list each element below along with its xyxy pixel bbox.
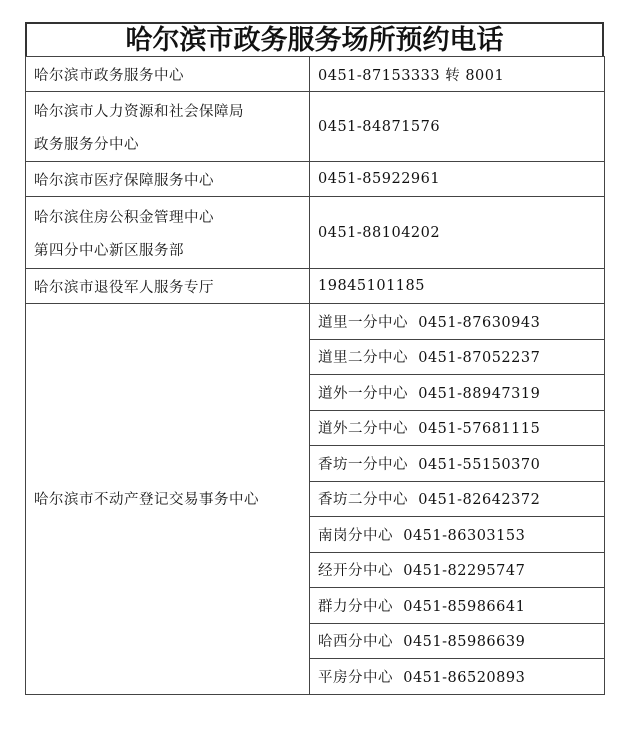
branch-cell	[310, 410, 605, 446]
org-name: 哈尔滨市退役军人服务专厅	[34, 279, 214, 296]
org-name: 哈尔滨市不动产登记交易事务中心	[34, 492, 259, 509]
table-row	[26, 92, 605, 162]
phone-number: 0451-86520893	[403, 669, 526, 686]
phone-table	[25, 56, 605, 695]
org-name: 哈尔滨住房公积金管理中心	[34, 209, 214, 226]
phone-number: 19845101185	[318, 278, 425, 294]
branch-name: 平房分中心	[318, 669, 393, 686]
branch-cell	[310, 339, 605, 375]
org-name-cell	[26, 197, 310, 269]
phone-number: 0451-87153333 转 8001	[318, 67, 505, 84]
phone-cell	[310, 269, 605, 304]
branch-cell	[310, 659, 605, 695]
org-name-cell	[26, 304, 310, 695]
branch-cell	[310, 481, 605, 517]
phone-number: 0451-57681115	[418, 421, 541, 438]
branch-cell	[310, 588, 605, 624]
branch-name: 道里二分中心	[318, 350, 408, 367]
phone-number: 0451-88104202	[318, 224, 441, 241]
phone-number: 0451-85986641	[403, 598, 526, 615]
branch-cell	[310, 552, 605, 588]
branch-name: 群力分中心	[318, 598, 393, 615]
phone-number: 0451-88947319	[418, 385, 541, 402]
branch-name: 南岗分中心	[318, 527, 393, 544]
phone-number: 0451-84871576	[318, 118, 441, 135]
branch-cell	[310, 623, 605, 659]
phone-number: 0451-87630943	[418, 314, 541, 331]
document	[25, 22, 604, 695]
branch-name: 道里一分中心	[318, 314, 408, 331]
org-name-cell	[26, 57, 310, 92]
phone-number: 0451-85986639	[403, 634, 526, 651]
branch-cell	[310, 446, 605, 482]
phone-cell	[310, 162, 605, 197]
org-name-cell	[26, 269, 310, 304]
phone-number: 0451-87052237	[418, 350, 541, 367]
table-row	[26, 304, 605, 340]
branch-name: 经开分中心	[318, 563, 393, 580]
org-name-line2: 第四分中心新区服务部	[34, 242, 184, 259]
phone-number: 0451-82295747	[403, 563, 526, 580]
phone-number: 0451-55150370	[418, 456, 541, 473]
org-name-line2: 政务服务分中心	[34, 136, 139, 153]
phone-cell	[310, 197, 605, 269]
branch-name: 香坊一分中心	[318, 456, 408, 473]
table-row	[26, 269, 605, 304]
branch-name: 哈西分中心	[318, 634, 393, 651]
branch-name: 香坊二分中心	[318, 492, 408, 509]
branch-cell	[310, 375, 605, 411]
phone-number: 0451-82642372	[418, 492, 541, 509]
table-row	[26, 162, 605, 197]
org-name: 哈尔滨市政务服务中心	[34, 67, 184, 84]
phone-cell	[310, 92, 605, 162]
branch-cell	[310, 304, 605, 340]
branch-name: 道外一分中心	[318, 385, 408, 402]
branch-name: 道外二分中心	[318, 421, 408, 438]
org-name-cell	[26, 162, 310, 197]
org-name-cell	[26, 92, 310, 162]
phone-cell	[310, 57, 605, 92]
phone-number: 0451-86303153	[403, 527, 526, 544]
org-name: 哈尔滨市人力资源和社会保障局	[34, 103, 244, 120]
branch-cell	[310, 517, 605, 553]
document-title: 哈尔滨市政务服务场所预约电话	[25, 22, 604, 56]
phone-number: 0451-85922961	[318, 171, 441, 187]
table-row	[26, 197, 605, 269]
org-name: 哈尔滨市医疗保障服务中心	[34, 172, 214, 189]
table-row	[26, 57, 605, 92]
